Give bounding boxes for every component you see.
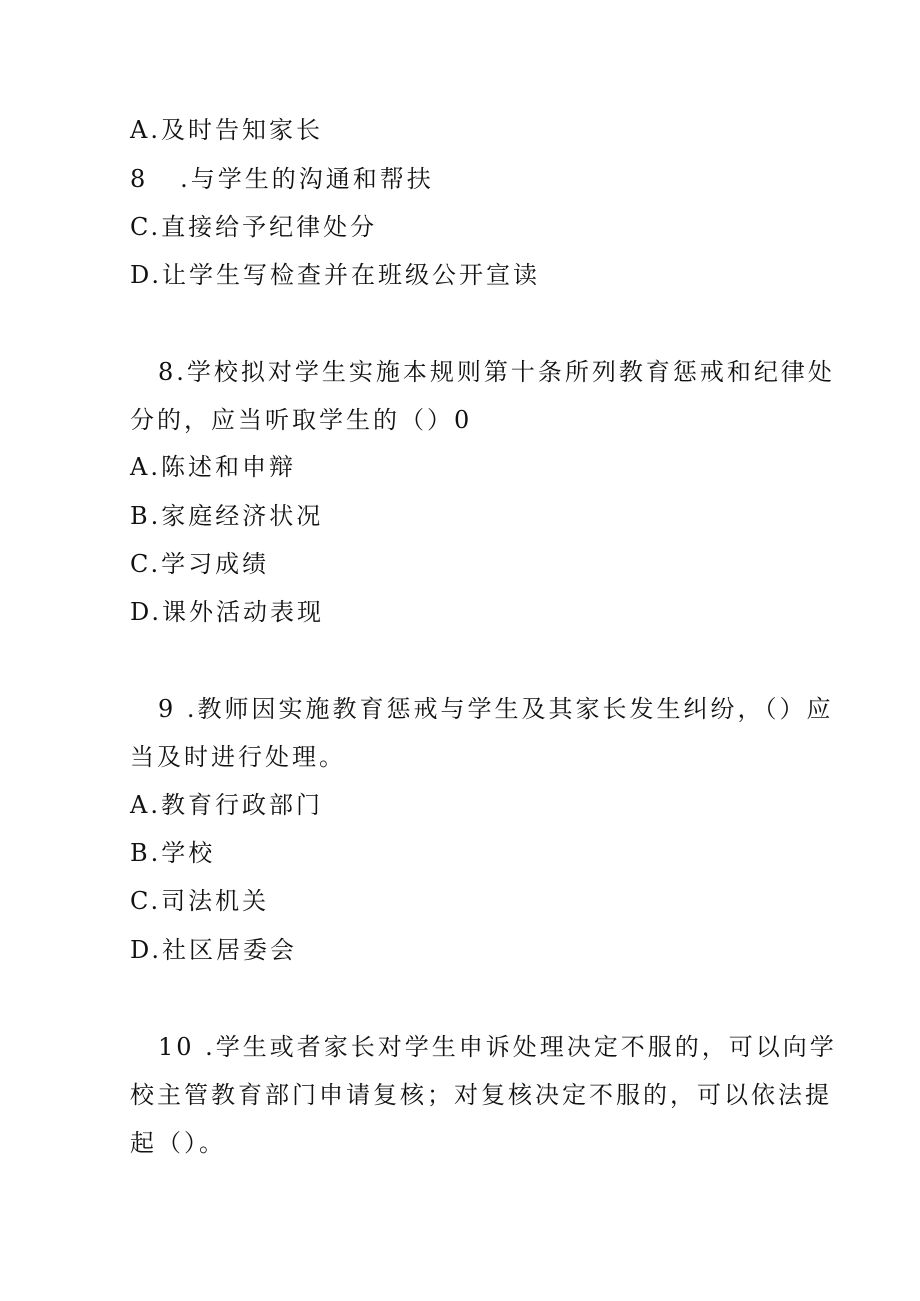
q8-option-d: D.课外活动表现 (130, 598, 325, 626)
question-10-stem-cont: 校主管教育部门申请复核；对复核决定不服的，可以依法提 (130, 1081, 832, 1109)
question-8-stem: 8.学校拟对学生实施本规则第十条所列教育惩戒和纪律处 (158, 358, 835, 386)
question-9-stem: 9 .教师因实施教育惩戒与学生及其家长发生纠纷，（）应 (158, 695, 834, 723)
q9-option-a: A.教育行政部门 (130, 791, 323, 819)
q9-option-d: D.社区居委会 (130, 936, 298, 964)
q8-option-b: B.家庭经济状况 (130, 502, 324, 530)
q9-option-c: C.司法机关 (130, 887, 270, 915)
option-c: C.直接给予纪律处分 (130, 213, 378, 241)
question-8-stem-cont: 分的，应当听取学生的（）0 (130, 406, 473, 434)
option-b: 8 .与学生的沟通和帮扶 (130, 165, 434, 193)
q8-option-c: C.学习成绩 (130, 550, 270, 578)
question-9-stem-cont: 当及时进行处理。 (130, 743, 346, 771)
question-10-stem-end: 起（）。 (130, 1129, 226, 1157)
q8-option-a: A.陈述和申辩 (130, 453, 296, 481)
q9-option-b: B.学校 (130, 839, 216, 867)
option-a: A.及时告知家长 (130, 116, 323, 144)
question-10-stem: 10 .学生或者家长对学生申诉处理决定不服的，可以向学 (158, 1033, 837, 1061)
option-d: D.让学生写检查并在班级公开宣读 (130, 261, 541, 289)
